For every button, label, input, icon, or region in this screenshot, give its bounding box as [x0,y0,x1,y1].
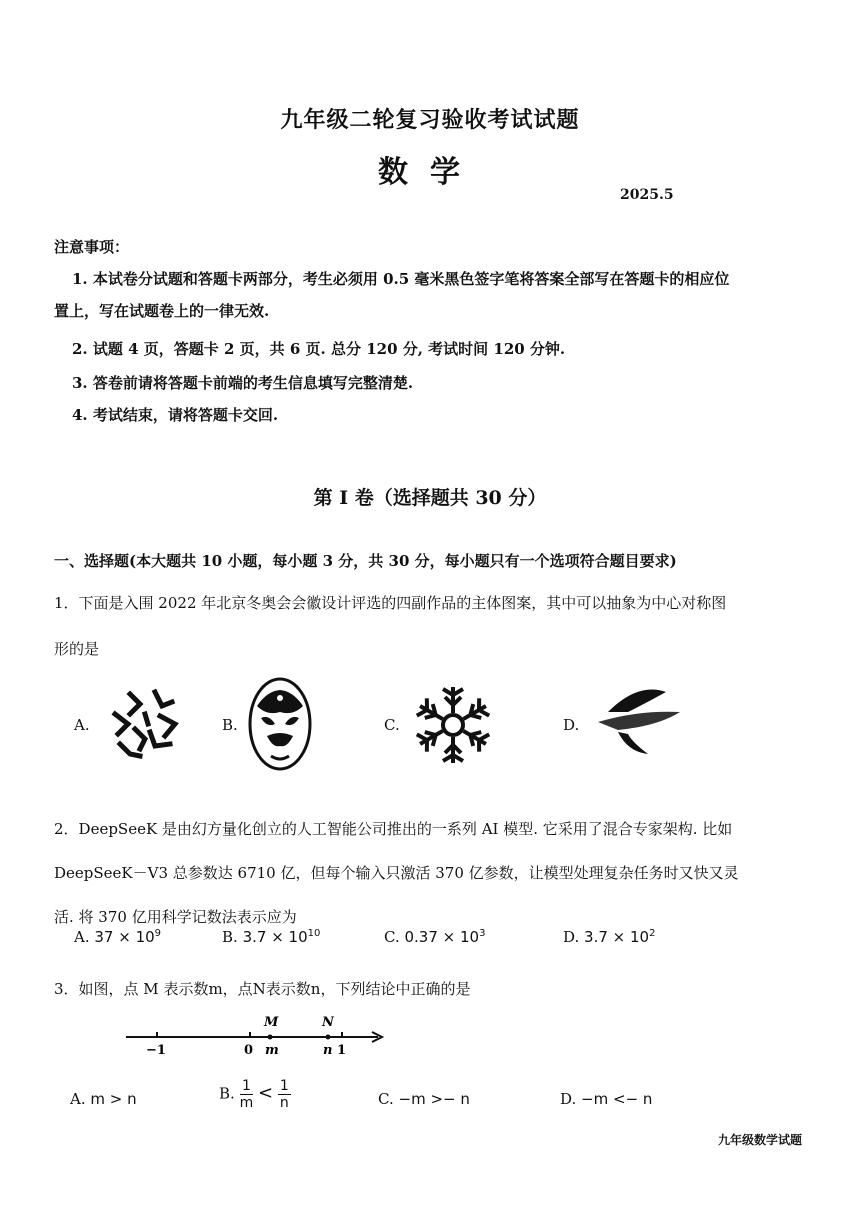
q3-number-line [120,1010,390,1060]
point-m [268,1035,273,1040]
q2-c-exp: 3 [479,928,486,939]
q3-d-text: −m <− n [581,1090,653,1108]
q2-b-exp: 10 [307,928,321,939]
label-neg1: −1 [146,1043,166,1058]
q1-option-b-emblem [247,676,313,772]
label-1: 1 [337,1043,347,1058]
note-1b: 置上，写在试题卷上的一律无效. [54,302,270,320]
q1-option-c-emblem [410,682,496,768]
q2-option-d [563,928,655,946]
section-title: 第 I 卷（选择题共 30 分） [313,487,547,509]
label-M: M [264,1015,279,1030]
q2-option-a [74,928,161,946]
q1-line2: 形的是 [54,640,100,658]
q2-b-label: B. [222,928,238,946]
q2-d-label: D. [563,928,580,946]
q1-option-a-label: A. [74,716,90,734]
q2-b-base: 3.7 × 10 [242,928,308,946]
page-footer: 九年级数学试题 [718,1133,803,1147]
q3-option-d [560,1090,652,1108]
q3-a-text: m > n [90,1090,137,1108]
q3-a-label: A. [70,1090,86,1108]
exam-title: 九年级二轮复习验收考试试题 [280,107,580,133]
q2-a-label: A. [74,928,90,946]
q2-line3: 活. 将 370 亿用科学记数法表示应为 [54,908,297,926]
q1-option-d-emblem [588,682,684,762]
label-n: n [323,1043,333,1058]
notes-heading: 注意事项： [54,238,130,256]
q3-b-label: B. [219,1084,235,1103]
q1-option-d-label: D. [563,716,580,734]
q2-c-base: 0.37 × 10 [404,928,480,946]
q3-b-frac1: $\frac{1}{m}$ [239,1078,254,1111]
q3-option-c [378,1090,470,1108]
part-one-heading: 一、选择题(本大题共 10 小题，每小题 3 分，共 30 分，每小题只有一个选项符合题目要求) [54,552,677,570]
point-n [326,1035,331,1040]
q3-option-a [70,1090,137,1108]
q3-d-label: D. [560,1090,577,1108]
q3-b-op: < [258,1082,274,1104]
note-2: 2. 试题 4 页，答题卡 2 页，共 6 页. 总分 120 分, 考试时间 120 分钟. [72,340,566,358]
subject-title: 数学 [378,155,482,190]
label-m: m [265,1043,279,1058]
q2-d-base: 3.7 × 10 [584,928,650,946]
q2-line2: DeepSeeK－V3 总参数达 6710 亿，但每个输入只激活 370 亿参数，让模型处理复杂任务时又快又灵 [54,864,739,882]
q1-option-b-label: B. [222,716,238,734]
q2-c-label: C. [384,928,400,946]
exam-date: 2025.5 [620,187,674,203]
q2-option-c [384,928,485,946]
q1-option-c-label: C. [384,716,400,734]
q2-a-base: 37 × 10 [94,928,155,946]
q2-a-exp: 9 [154,928,162,939]
q2-d-exp: 2 [649,928,656,939]
q3-stem: 3．如图，点 M 表示数m，点N表示数n，下列结论中正确的是 [54,980,471,998]
q1-line1: 1．下面是入围 2022 年北京冬奥会会徽设计评选的四副作品的主体图案，其中可以抽象为中心对称图 [54,594,727,612]
label-0: 0 [244,1043,254,1058]
q2-option-b [222,928,320,946]
q3-b-frac2: $\frac{1}{n}$ [279,1078,289,1111]
q3-c-label: C. [378,1090,394,1108]
q2-line1: 2．DeepSeeK 是由幻方量化创立的人工智能公司推出的一系列 AI 模型. 它采用了混合专家架构. 比如 [54,820,733,838]
note-4: 4. 考试结束，请将答题卡交回. [72,406,279,424]
note-1a: 1. 本试卷分试题和答题卡两部分，考生必须用 0.5 毫米黑色签字笔将答案全部写在答题卡的相应位 [72,270,730,288]
label-N: N [322,1015,334,1030]
note-3: 3. 答卷前请将答题卡前端的考生信息填写完整清楚. [72,374,414,392]
q3-option-b [219,1078,291,1111]
q3-c-text: −m >− n [398,1090,470,1108]
q1-option-a-emblem [100,684,190,764]
